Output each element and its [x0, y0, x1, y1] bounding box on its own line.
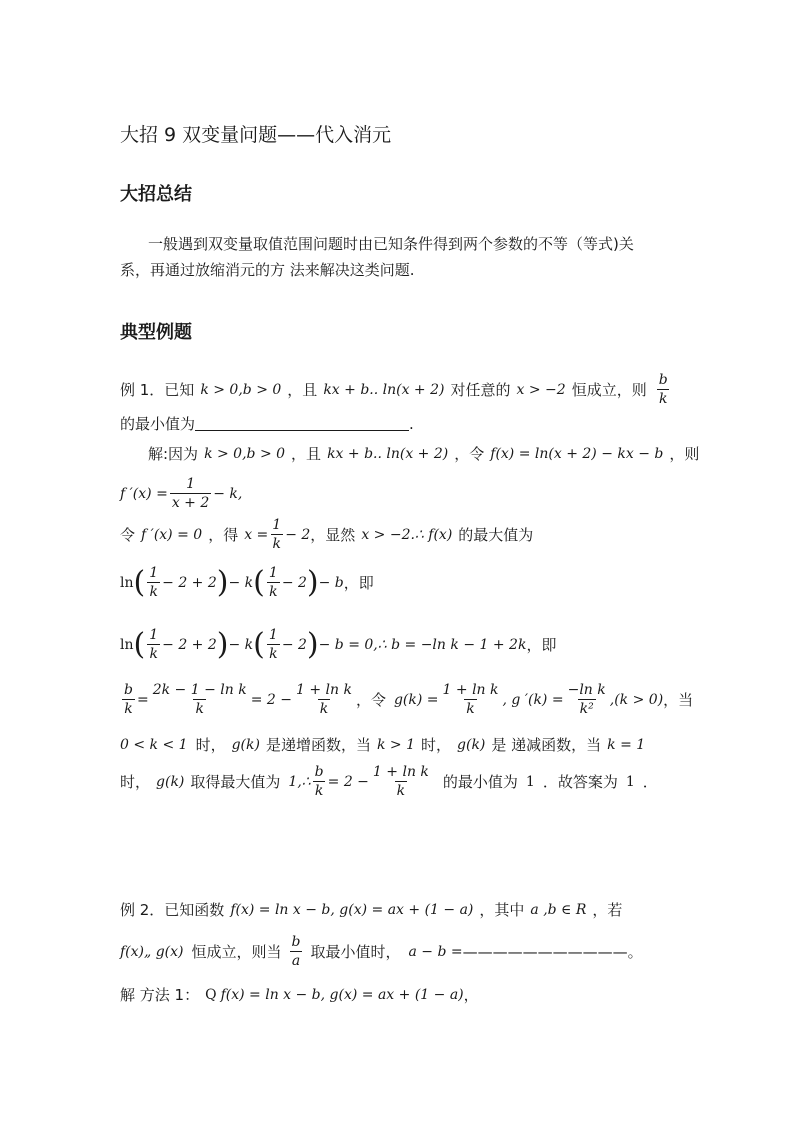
- l6-frac-2: [267, 565, 280, 600]
- l8-g: g(k) =: [393, 691, 439, 708]
- l8-k: k: [124, 701, 133, 718]
- ex2-f: f(x) = ln x − b, g(x) = ax + (1 − a): [230, 901, 474, 918]
- deriv-den: x + 2: [171, 495, 210, 512]
- sol-end: ，则: [669, 445, 700, 463]
- summary-heading: 大招总结: [120, 184, 192, 205]
- l10-frac-2: [371, 764, 431, 799]
- l6-tail: − b: [318, 574, 344, 591]
- sol-mid2: ，令: [454, 445, 485, 463]
- l6-ln: ln: [120, 574, 134, 591]
- l8-frac-bk: [122, 682, 135, 717]
- l9-t2: 是递增函数，当: [265, 736, 371, 754]
- l10-end: ．: [642, 773, 658, 792]
- l7-den-1: k: [149, 646, 158, 663]
- ex2-line-1: [120, 899, 622, 920]
- l8-gnum: 1 + ln k: [442, 682, 499, 698]
- ex2-cond: a ,b ∈ R: [530, 901, 587, 918]
- left-paren: (: [133, 564, 146, 600]
- ex2-l2-f: f(x)„ g(x): [120, 943, 184, 960]
- ex2-l3-end: ，: [463, 986, 479, 1004]
- conclusion-line: [120, 764, 658, 799]
- l5-de: ，得: [208, 526, 239, 545]
- critical-point-line: [120, 517, 533, 552]
- ex1-line-2: [120, 413, 414, 434]
- l10-t1: 时，: [120, 773, 151, 792]
- l5-cond: x > −2.∴ f(x): [361, 526, 453, 543]
- page-title: 大招 9 双变量问题——代入消元: [120, 124, 392, 146]
- sol-cond: k > 0,b > 0: [204, 445, 286, 462]
- answer-blank: [195, 416, 409, 431]
- ex1-frac-num: b: [658, 372, 668, 388]
- ex2-l2-ab: a − b =: [408, 943, 463, 960]
- ex2-answer-blank: ———————————: [462, 942, 628, 961]
- l7-right-paren: ): [216, 626, 229, 662]
- ex1-cond2: x > −2: [516, 381, 566, 398]
- l8-frac-2: [151, 682, 249, 717]
- deriv-lhs: f ′(x) =: [120, 485, 168, 502]
- l7-num-1: 1: [149, 627, 159, 643]
- l7-frac-2: [267, 627, 280, 662]
- l7-left-paren: (: [133, 626, 146, 662]
- l7-right-paren-2: ): [306, 626, 319, 662]
- l5-xianran: ，显然: [310, 526, 356, 545]
- l8-b: b: [124, 682, 133, 698]
- right-paren-2: ): [306, 564, 319, 600]
- l10-t4: ．故答案为: [542, 773, 618, 792]
- deriv-num: 1: [186, 476, 195, 492]
- l10-t3: 的最小值为: [442, 773, 518, 792]
- l8-gpnum: −ln k: [567, 682, 606, 698]
- l9-t3: 时，: [421, 736, 452, 754]
- l10-t2: 取得最大值为: [190, 773, 281, 792]
- l10-k: k: [314, 783, 324, 800]
- ratio-line: $\frac{b}{k}$ = $\frac{\text{2k − 1 − ln k}}{k}$ = 2 − $\frac{\text{1 + ln k}}{k}$ ，令 g(k) = $\frac{\text{1 + ln k}}{k}$ , g ′(k) = $\frac{\text{−ln k}}{\text{k²}}$ ,(k > 0) ，当: [124, 682, 694, 718]
- l6-den-2: k: [269, 584, 278, 601]
- ex1-mid2: 对任意的: [450, 381, 511, 400]
- l8-gp: , g ′(k) =: [502, 691, 564, 708]
- ex1-ineq: kx + b.. ln(x + 2): [323, 381, 445, 398]
- ex1-prefix: 例 1．已知: [120, 381, 195, 400]
- l9-c3: k = 1: [607, 736, 646, 753]
- sol-prefix: 解:因为: [148, 445, 199, 463]
- l7-frac-1: [147, 627, 160, 662]
- sol-f: f(x) = ln(x + 2) − kx − b: [490, 445, 664, 462]
- ex1-mid: ，且: [287, 381, 318, 400]
- deriv-tail: − k,: [213, 485, 243, 502]
- l7-num-2: 1: [268, 627, 278, 643]
- l7-inner2: − 2: [281, 636, 307, 653]
- l8-gpden: k²: [579, 701, 594, 718]
- l10-num: 1 + ln k: [372, 764, 429, 780]
- ex2-end: ，若: [592, 901, 623, 919]
- derivative-line: [120, 476, 242, 511]
- summary-line-1: 一般遇到双变量取值范围问题时由已知条件得到两个参数的不等（等式)关: [148, 235, 634, 253]
- summary-line-2: 系，再通过放缩消元的方 法来解决这类问题.: [120, 261, 415, 279]
- l8-frac-3: [294, 682, 354, 717]
- l5-eq: f ′(x) = 0: [141, 526, 203, 543]
- l8-den3: k: [319, 701, 329, 718]
- sol-ineq: kx + b.. ln(x + 2): [327, 445, 449, 462]
- l8-gfrac: [441, 682, 501, 717]
- l8-num2: 2k − 1 − ln k: [152, 682, 247, 698]
- l10-one: 1,∴: [288, 773, 311, 790]
- left-paren-2: (: [253, 564, 265, 600]
- ex1-end: .: [409, 414, 414, 433]
- ex2-frac-ba: [290, 934, 303, 969]
- b-expression-line: [120, 627, 556, 662]
- l10-b: b: [314, 764, 324, 780]
- l6-num-2: 1: [268, 565, 278, 581]
- l7-inner: − 2 + 2: [162, 636, 217, 653]
- l10-frac-bk: [313, 764, 326, 799]
- l8-gden: k: [466, 701, 475, 718]
- l5-fraction: [270, 517, 283, 552]
- l9-g1: g(k): [231, 736, 260, 753]
- sol-mid: ，且: [291, 445, 322, 463]
- l7-den-2: k: [269, 646, 278, 663]
- max-value-line: [120, 565, 374, 600]
- ex2-mid: ，其中: [479, 901, 525, 919]
- l6-den-1: k: [149, 584, 158, 601]
- l6-inner: − 2 + 2: [162, 574, 217, 591]
- monotonic-line: [120, 734, 645, 755]
- ex1-cond: k > 0,b > 0: [200, 381, 282, 398]
- ex1-fraction: [657, 372, 670, 407]
- l9-c2: k > 1: [376, 736, 415, 753]
- ex1-min-text: 的最小值为: [120, 415, 196, 433]
- ex1-frac-den: k: [658, 391, 668, 408]
- l8-cond: ,(k > 0): [609, 691, 664, 708]
- l10-v2: 1: [625, 773, 635, 790]
- ex2-prefix: 例 2．已知函数: [120, 901, 225, 919]
- ex1-suffix: 恒成立，则: [571, 381, 647, 400]
- l7-ln: ln: [120, 636, 134, 653]
- ex2-line-2: [120, 934, 643, 969]
- ex1-solution-line-1: [148, 443, 699, 464]
- l5-end: 的最大值为: [458, 526, 534, 545]
- l6-num-1: 1: [149, 565, 159, 581]
- l9-t1: 时，: [195, 736, 226, 754]
- l10-g: g(k): [156, 773, 185, 790]
- ex2-l2-t1: 恒成立，则当: [191, 943, 282, 962]
- ex2-l3-f: f(x) = ln x − b, g(x) = ax + (1 − a): [220, 986, 464, 1003]
- examples-heading: 典型例题: [120, 322, 192, 343]
- l8-den2: k: [195, 701, 204, 718]
- l8-gpfrac: [566, 682, 608, 717]
- l10-eq: = 2 −: [327, 773, 369, 790]
- l8-end: ，当: [663, 691, 694, 710]
- l9-g2: g(k): [457, 736, 486, 753]
- l8-eq2: = 2 −: [250, 691, 292, 708]
- ex1-line-1: [120, 372, 672, 407]
- ex2-frac-num: b: [291, 934, 301, 950]
- l6-end: ，即: [343, 574, 374, 593]
- right-paren: ): [216, 564, 229, 600]
- l7-left-paren-2: (: [253, 626, 265, 662]
- l8-ling: ，令: [355, 691, 386, 710]
- l5-ling: 令: [120, 526, 136, 545]
- l6-inner2: − 2: [281, 574, 307, 591]
- l5-den: k: [272, 536, 281, 553]
- l10-den: k: [396, 783, 406, 800]
- l5-num: 1: [272, 517, 282, 533]
- l6-mk: − k: [228, 574, 254, 591]
- deriv-fraction: [170, 476, 211, 511]
- ex2-l3-q: Q: [205, 986, 217, 1003]
- ex2-l2-t2: 取最小值时，: [310, 943, 401, 962]
- l5-x: x =: [244, 526, 269, 543]
- l5-tail: − 2: [285, 526, 311, 543]
- ex2-l2-end: 。: [627, 943, 643, 962]
- l7-end: ，即: [526, 636, 557, 655]
- l8-num3: 1 + ln k: [295, 682, 352, 698]
- ex2-line-3: [120, 984, 479, 1005]
- ex2-frac-den: a: [291, 953, 301, 970]
- l9-t4: 是 递减函数，当: [491, 736, 602, 754]
- l10-v: 1: [525, 773, 535, 790]
- l9-c1: 0 < k < 1: [120, 736, 188, 753]
- ex2-l3-t: 解 方法 1：: [120, 986, 200, 1004]
- l7-mk: − k: [228, 636, 254, 653]
- l7-tail: − b = 0,∴ b = −ln k − 1 + 2k: [318, 636, 527, 653]
- l6-frac-1: [147, 565, 160, 600]
